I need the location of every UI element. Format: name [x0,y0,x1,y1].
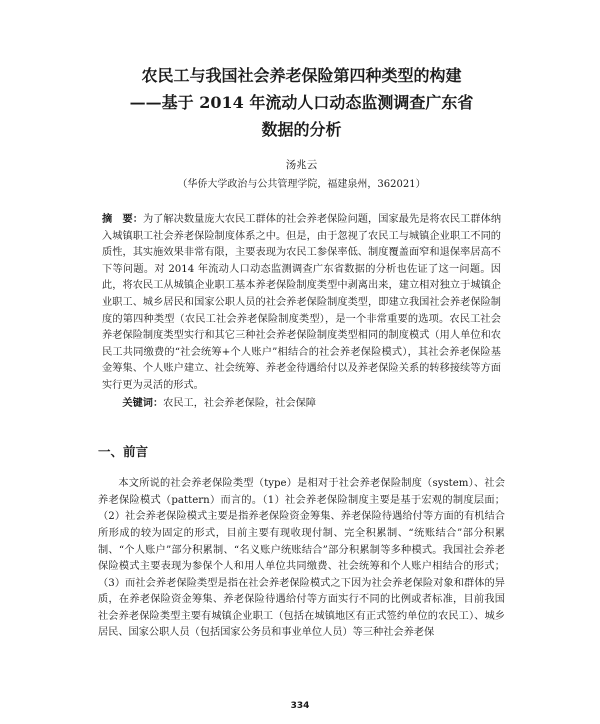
author-affiliation: （华侨大学政治与公共管理学院，福建泉州，362021） [177,179,426,190]
keywords-text: 农民工，社会养老保险，社会保障 [163,397,316,409]
abstract-text: 为了解决数量庞大农民工群体的社会养老保险问题，国家最先是将农民工群体纳入城镇职工社会养老保险制度体系之中。但是，由于忽视了农民工与城镇企业职工不同的质性，其实施效果非常有限，主要表现为农民工参保率低、制度覆盖面窄和退保率居高不下等问题。对 2014 年流动人口动态监测调查广东省数据的分析也佐证了这一问题。因此，将农民工从城镇企业职工基本养老保险制度类型中剥离出来，建立相对独立于城镇企业职工、城乡居民和国家公职人员的社会养老保险制度类型，即建立我国社会养老保险制度的第四种类型（农民工社会养老保险制度类型），是一个非常重要的选项。农民工社会养老保险制度类型实行和其它三种社会养老保险制度类型相同的制度模式（用人单位和农民工共同缴费的“社会统筹+个人账户”相结合的社会养老保险模式），其社会养老保险基金筹集、个人账户建立、社会统筹、养老金待遇给付以及养老保险关系的转移接续等方面实行更为灵活的形式。 [102,214,502,391]
keywords [102,395,501,413]
abstract [102,211,501,395]
page-number: 334 [290,701,310,711]
author-name: 汤兆云 [285,159,318,171]
paper-title-line-1: 农民工与我国社会养老保险第四种类型的构建 [141,66,462,85]
body-paragraph: 本文所说的社会养老保险类型（type）是相对于社会养老保险制度（system）、社会养老保险模式（pattern）而言的。（1）社会养老保险制度主要是基于宏观的制度层面；（2）社会养老保险模式主要是指养老保险资金筹集、养老保险待遇给付等方面的有机结合所形成的较为固定的形式，目前主要有现收现付制、完全积累制、“统账结合”部分积累制、“个人账户”部分积累制、“名义账户统账结合”部分积累制等多种模式。我国社会养老保险模式主要表现为参保个人和用人单位共同缴费、社会统筹和个人账户相结合的形式；（3）而社会养老保险类型是指在社会养老保险模式之下因为社会养老保险对象和群体的异质，在养老保险资金筹集、养老保险待遇给付等方面实行不同的比例或者标准，目前我国社会养老保险类型主要有城镇企业职工（包括在城镇地区有正式签约单位的农民工）、城乡居民、国家公职人员（包括国家公务员和事业单位人员）等三种社会养老保 [98,478,505,639]
section-heading: 一、前言 [98,444,149,460]
paper-title-line-3: 数据的分析 [261,120,342,139]
paper-title-line-2: ——基于 2014 年流动人口动态监测调查广东省 [129,93,474,112]
abstract-label: 摘 要： [102,213,143,225]
keywords-label: 关键词： [122,396,164,409]
